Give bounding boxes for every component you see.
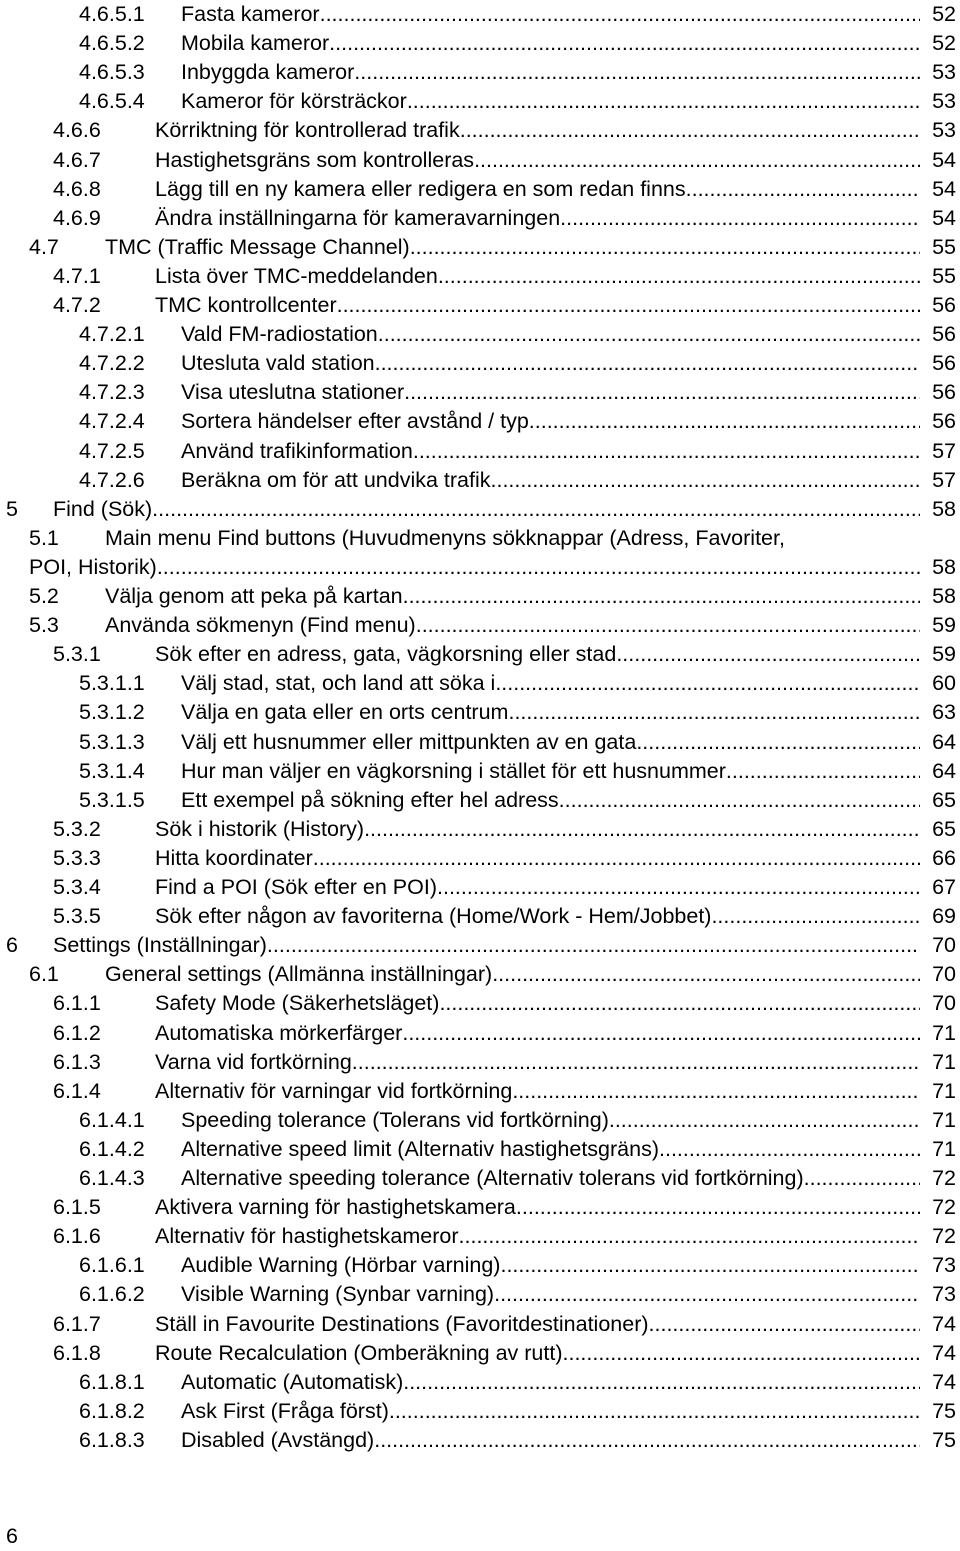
toc-entry-number: 4.7.2.3 <box>79 380 145 405</box>
dot-leader <box>157 553 920 582</box>
toc-entry-number: 4.6.5.2 <box>79 31 145 56</box>
toc-entry-number: 5 <box>6 496 18 521</box>
toc-entry-page: 53 <box>932 60 956 85</box>
toc-entry-title: Aktivera varning för hastighetskamera <box>155 1195 516 1220</box>
toc-entry-page: 75 <box>932 1398 956 1423</box>
dot-leader <box>474 146 920 175</box>
toc-entry-number: 6.1.8.1 <box>79 1369 145 1394</box>
toc-entry-title: Välj stad, stat, och land att söka i <box>181 671 496 696</box>
toc-entry[interactable] <box>0 437 960 466</box>
toc-entry-page: 73 <box>932 1282 956 1307</box>
dot-leader <box>516 1193 920 1222</box>
dot-leader <box>352 1048 920 1077</box>
toc-entry-number: 5.3.1.4 <box>79 758 145 783</box>
toc-entry[interactable] <box>0 1251 960 1280</box>
toc-entry[interactable] <box>0 1339 960 1368</box>
toc-entry-title: Hur man väljer en vägkorsning i stället för ett husnummer <box>181 758 726 783</box>
dot-leader <box>508 698 920 727</box>
toc-entry-title: Sortera händelser efter avstånd / typ <box>181 409 529 434</box>
toc-entry-page: 71 <box>932 1020 956 1045</box>
toc-entry-page: 52 <box>932 2 956 26</box>
toc-entry-page: 70 <box>932 991 956 1016</box>
toc-entry-number: 4.6.5.3 <box>79 60 145 85</box>
toc-entry-number: 4.6.9 <box>53 205 101 230</box>
dot-leader <box>492 960 920 989</box>
toc-entry-number: 6.1 <box>29 962 59 987</box>
toc-entry-number: 4.7.2.6 <box>79 467 145 492</box>
toc-entry-page: 56 <box>932 293 956 317</box>
toc-entry-title: Audible Warning (Hörbar varning) <box>181 1253 501 1278</box>
toc-entry[interactable] <box>0 1426 960 1455</box>
toc-entry-title: Main menu Find buttons (Huvudmenyns sökknappar (Adress, Favoriter, <box>105 525 785 550</box>
toc-entry-title: Alternative speeding tolerance (Alternativ tolerans vid fortkörning). <box>181 1166 810 1190</box>
toc-entry-title: Ask First (Fråga först) <box>181 1398 389 1423</box>
toc-entry[interactable] <box>0 349 960 378</box>
dot-leader <box>374 1426 920 1455</box>
toc-entry-page: 58 <box>932 554 956 579</box>
dot-leader <box>559 786 920 815</box>
toc-entry-title: Sök i historik (History) <box>155 816 365 841</box>
toc-entry[interactable] <box>0 1077 960 1106</box>
toc-entry[interactable] <box>0 524 960 553</box>
toc-entry[interactable] <box>0 58 960 87</box>
dot-leader <box>354 58 920 87</box>
toc-entry[interactable] <box>0 175 960 204</box>
toc-entry-title: Vald FM-radiostation <box>181 322 378 347</box>
dot-leader <box>460 116 920 145</box>
toc-entry-number: 6.1.2 <box>53 1020 101 1045</box>
toc-entry-title: Välja en gata eller en orts centrum <box>181 700 509 725</box>
toc-entry[interactable] <box>0 146 960 175</box>
toc-entry[interactable] <box>0 669 960 698</box>
toc-entry-number: 6.1.6.1 <box>79 1253 145 1278</box>
dot-leader <box>404 378 920 407</box>
toc-entry-number: 5.3.1.1 <box>79 671 145 696</box>
toc-entry-title: Find (Sök) <box>53 496 153 521</box>
toc-entry-title: Körriktning för kontrollerad trafik <box>155 118 460 143</box>
dot-leader <box>437 873 920 902</box>
toc-entry[interactable] <box>0 582 960 611</box>
dot-leader <box>609 1106 920 1135</box>
toc-entry[interactable] <box>0 1135 960 1164</box>
toc-entry-title: Mobila kameror <box>181 31 330 56</box>
toc-entry[interactable] <box>0 87 960 116</box>
dot-leader <box>416 611 920 640</box>
toc-entry-page: 73 <box>932 1253 956 1278</box>
toc-entry-number: 6.1.4.3 <box>79 1166 145 1190</box>
toc-entry-page: 60 <box>932 671 956 696</box>
toc-entry-title: Alternative speed limit (Alternativ hastighetsgräns) <box>181 1136 659 1161</box>
toc-entry[interactable] <box>0 1019 960 1048</box>
toc-entry-title: Sök efter en adress, gata, vägkorsning eller stad <box>155 642 617 667</box>
dot-leader <box>313 844 920 873</box>
toc-entry-title: Hitta koordinater <box>155 845 313 870</box>
dot-leader <box>402 1019 920 1048</box>
toc-entry-number: 6.1.8.3 <box>79 1427 145 1452</box>
toc-entry[interactable] <box>0 1310 960 1339</box>
toc-entry-number: 4.7.2.2 <box>79 351 145 376</box>
toc-entry-page: 56 <box>932 380 956 405</box>
dot-leader <box>152 495 920 524</box>
toc-entry[interactable] <box>0 466 960 495</box>
toc-entry-title: Fasta kameror <box>181 2 320 26</box>
toc-entry[interactable] <box>0 291 960 320</box>
toc-entry-title: Disabled (Avstängd) <box>181 1427 375 1452</box>
toc-entry-page: 64 <box>932 758 956 783</box>
toc-entry[interactable] <box>0 320 960 349</box>
toc-entry-title: Varna vid fortkörning <box>155 1049 352 1074</box>
dot-leader <box>459 1222 920 1251</box>
toc-entry-title: Lista över TMC-meddelanden <box>155 263 438 288</box>
toc-entry-title: Inbyggda kameror <box>181 60 355 85</box>
toc-entry[interactable] <box>0 29 960 58</box>
toc-entry[interactable] <box>0 1397 960 1426</box>
toc-entry-title: Välj ett husnummer eller mittpunkten av en gata <box>181 729 637 754</box>
toc-entry-title: Visible Warning (Synbar varning) <box>181 1282 495 1307</box>
toc-entry-number: 6 <box>6 933 18 958</box>
toc-entry[interactable] <box>0 1193 960 1222</box>
toc-entry-page: 65 <box>932 816 956 841</box>
toc-entry-title: Automatiska mörkerfärger <box>155 1020 403 1045</box>
toc-entry-title: Settings (Inställningar) <box>53 933 267 958</box>
toc-entry-title: Alternativ för varningar vid fortkörning <box>155 1078 513 1103</box>
toc-entry-number: 5.3.1.2 <box>79 700 145 725</box>
toc-entry-page: 56 <box>932 351 956 376</box>
dot-leader <box>529 407 920 436</box>
dot-leader <box>491 466 920 495</box>
dot-leader <box>500 1251 920 1280</box>
toc-entry-page: 64 <box>932 729 956 754</box>
toc-entry-page: 71 <box>932 1107 956 1132</box>
toc-entry-number: 4.7 <box>29 234 59 259</box>
dot-leader <box>337 291 920 320</box>
toc-entry-title: Använda sökmenyn (Find menu) <box>105 613 416 638</box>
toc-entry[interactable] <box>0 815 960 844</box>
toc-entry[interactable] <box>0 407 960 436</box>
toc-entry-title: Ett exempel på sökning efter hel adress <box>181 787 559 812</box>
toc-entry-page: 58 <box>932 496 956 521</box>
toc-entry[interactable] <box>0 1368 960 1397</box>
toc-entry-page: 66 <box>932 845 956 870</box>
toc-entry-page: 53 <box>932 89 956 114</box>
toc-entry[interactable] <box>0 757 960 786</box>
toc-entry[interactable] <box>0 0 960 29</box>
toc-entry-number: 5.3.4 <box>53 875 101 899</box>
dot-leader <box>410 233 920 262</box>
dot-leader <box>659 1135 920 1164</box>
toc-entry-number: 6.1.6.2 <box>79 1282 145 1307</box>
dot-leader <box>711 902 920 931</box>
toc-entry[interactable] <box>0 1280 960 1309</box>
toc-entry-number: 6.1.8.2 <box>79 1398 145 1423</box>
dot-leader <box>494 1280 920 1309</box>
toc-entry-title: Ändra inställningarna för kameravarningen <box>155 205 561 230</box>
toc-entry-page: 54 <box>932 176 956 201</box>
page-number: 6 <box>6 1524 18 1548</box>
toc-entry-number: 6.1.6 <box>53 1224 101 1249</box>
toc-entry-page: 57 <box>932 438 956 463</box>
toc-entry-number: 6.1.3 <box>53 1049 101 1074</box>
dot-leader <box>438 262 920 291</box>
dot-leader <box>320 0 920 29</box>
toc-entry-number: 4.6.7 <box>53 147 101 172</box>
dot-leader <box>636 728 920 757</box>
toc-entry[interactable] <box>0 233 960 262</box>
toc-entry-page: 53 <box>932 118 956 143</box>
toc-entry-title: Find a POI (Sök efter en POI) <box>155 875 437 899</box>
toc-entry[interactable] <box>0 1048 960 1077</box>
toc-entry-number: 4.7.2.5 <box>79 438 145 463</box>
toc-entry-title: Visa uteslutna stationer <box>181 380 405 405</box>
toc-entry-title: Automatic (Automatisk) <box>181 1369 404 1394</box>
toc-entry[interactable] <box>0 495 960 524</box>
toc-entry-number: 5.3.1.5 <box>79 787 145 812</box>
toc-entry[interactable] <box>0 1106 960 1135</box>
toc-entry-number: 5.3 <box>29 613 59 638</box>
toc-entry-page: 59 <box>932 613 956 638</box>
toc-entry-number: 5.1 <box>29 525 59 550</box>
toc-entry-title: Ställ in Favourite Destinations (Favoritdestinationer) <box>155 1311 649 1336</box>
toc-entry-title: Utesluta vald station <box>181 351 375 376</box>
toc-entry-number: 4.6.8 <box>53 176 101 201</box>
toc-entry-page: 55 <box>932 234 956 259</box>
toc-entry-page: 65 <box>932 787 956 812</box>
toc-entry[interactable] <box>0 873 960 902</box>
toc-entry-title: Safety Mode (Säkerhetsläget) <box>155 991 440 1016</box>
toc-entry-page: 75 <box>932 1427 956 1452</box>
dot-leader <box>495 669 920 698</box>
toc-entry-page: 70 <box>932 962 956 987</box>
toc-entry-page: 71 <box>932 1136 956 1161</box>
toc-entry-page: 52 <box>932 31 956 56</box>
toc-entry-title: General settings (Allmänna inställningar) <box>105 962 493 987</box>
toc-entry-number: 4.6.5.1 <box>79 2 145 26</box>
toc-entry-number: 5.2 <box>29 584 59 608</box>
dot-leader <box>810 1164 920 1193</box>
dot-leader <box>378 320 920 349</box>
toc-entry-number: 6.1.4.1 <box>79 1107 145 1132</box>
toc-entry[interactable] <box>0 1222 960 1251</box>
toc-entry-page: 72 <box>932 1166 956 1190</box>
toc-entry[interactable] <box>0 728 960 757</box>
toc-entry-page: 54 <box>932 205 956 230</box>
dot-leader <box>407 87 920 116</box>
dot-leader <box>413 437 920 466</box>
toc-entry-title: Använd trafikinformation <box>181 438 413 463</box>
toc-entry[interactable] <box>0 262 960 291</box>
toc-entry-page: 72 <box>932 1224 956 1249</box>
toc-entry-page: 56 <box>932 409 956 434</box>
toc-entry-number: 6.1.5 <box>53 1195 101 1220</box>
toc-entry[interactable] <box>0 116 960 145</box>
toc-entry-title: Alternativ för hastighetskameror <box>155 1224 459 1249</box>
toc-entry-page: 74 <box>932 1369 956 1394</box>
toc-entry-page: 56 <box>932 322 956 347</box>
toc-entry[interactable] <box>0 786 960 815</box>
toc-entry-continuation[interactable] <box>0 553 960 582</box>
toc-entry-number: 4.7.1 <box>53 263 101 288</box>
toc-entry[interactable] <box>0 698 960 727</box>
dot-leader <box>267 931 920 960</box>
dot-leader <box>563 1339 921 1368</box>
dot-leader <box>616 640 920 669</box>
dot-leader <box>375 349 920 378</box>
dot-leader <box>389 1397 920 1426</box>
toc-entry-number: 6.1.1 <box>53 991 101 1016</box>
toc-entry-number: 4.7.2 <box>53 293 101 317</box>
toc-entry[interactable] <box>0 378 960 407</box>
toc-entry[interactable] <box>0 844 960 873</box>
toc-entry-title: Sök efter någon av favoriterna (Home/Work - Hem/Jobbet) <box>155 904 712 929</box>
toc-entry-page: 74 <box>932 1340 956 1365</box>
toc-entry-title: Välja genom att peka på kartan <box>105 584 403 608</box>
dot-leader <box>512 1077 920 1106</box>
toc-entry[interactable] <box>0 640 960 669</box>
toc-entry-page: 58 <box>932 584 956 608</box>
dot-leader <box>726 757 920 786</box>
toc-entry-page: 71 <box>932 1049 956 1074</box>
toc-entry-title: Kameror för körsträckor <box>181 89 407 114</box>
toc-entry-number: 5.3.2 <box>53 816 101 841</box>
toc-entry-title: Hastighetsgräns som kontrolleras <box>155 147 475 172</box>
toc-entry-page: 57 <box>932 467 956 492</box>
toc-entry-page: 71 <box>932 1078 956 1103</box>
toc-entry-number: 6.1.8 <box>53 1340 101 1365</box>
toc-entry[interactable] <box>0 902 960 931</box>
dot-leader <box>439 989 920 1018</box>
toc-entry-page: 55 <box>932 263 956 288</box>
toc-entry-title: Speeding tolerance (Tolerans vid fortkörning) <box>181 1107 609 1132</box>
dot-leader <box>686 175 920 204</box>
toc-entry-number: 4.6.6 <box>53 118 101 143</box>
toc-entry-title: Beräkna om för att undvika trafik <box>181 467 491 492</box>
toc-entry-title: Lägg till en ny kamera eller redigera en som redan finns <box>155 176 686 201</box>
toc-entry-page: 74 <box>932 1311 956 1336</box>
toc-entry-number: 6.1.4.2 <box>79 1136 145 1161</box>
dot-leader <box>329 29 920 58</box>
toc-entry-number: 5.3.5 <box>53 904 101 929</box>
toc-entry-number: 4.6.5.4 <box>79 89 145 114</box>
toc-entry[interactable] <box>0 960 960 989</box>
toc-entry-title: TMC kontrollcenter <box>155 293 337 317</box>
dot-leader <box>364 815 920 844</box>
toc-entry[interactable] <box>0 611 960 640</box>
toc-entry-number: 6.1.7 <box>53 1311 101 1336</box>
toc-entry-page: 63 <box>932 700 956 725</box>
toc-entry-number: 5.3.1.3 <box>79 729 145 754</box>
dot-leader <box>403 582 920 611</box>
toc-entry-number: 6.1.4 <box>53 1078 101 1103</box>
toc-entry-number: 4.7.2.4 <box>79 409 145 434</box>
toc-entry-page: 54 <box>932 147 956 172</box>
dot-leader <box>560 204 920 233</box>
dot-leader <box>649 1310 920 1339</box>
toc-entry-page: 59 <box>932 642 956 667</box>
toc-entry-page: 70 <box>932 933 956 958</box>
toc-entry-page: 72 <box>932 1195 956 1220</box>
toc-entry-number: 5.3.1 <box>53 642 101 667</box>
toc-entry-title: TMC (Traffic Message Channel) <box>105 234 410 259</box>
toc-entry-page: 69 <box>932 904 956 929</box>
toc-entry-number: 5.3.3 <box>53 845 101 870</box>
toc-entry[interactable] <box>0 931 960 960</box>
toc-entry[interactable] <box>0 204 960 233</box>
toc-entry-page: 67 <box>932 875 956 899</box>
toc-entry-title: Route Recalculation (Omberäkning av rutt) <box>155 1340 563 1365</box>
toc-entry[interactable] <box>0 989 960 1018</box>
toc-entry-title-continued: POI, Historik) <box>29 554 157 579</box>
toc-entry-number: 4.7.2.1 <box>79 322 145 347</box>
dot-leader <box>403 1368 920 1397</box>
toc-entry[interactable] <box>0 1164 960 1193</box>
